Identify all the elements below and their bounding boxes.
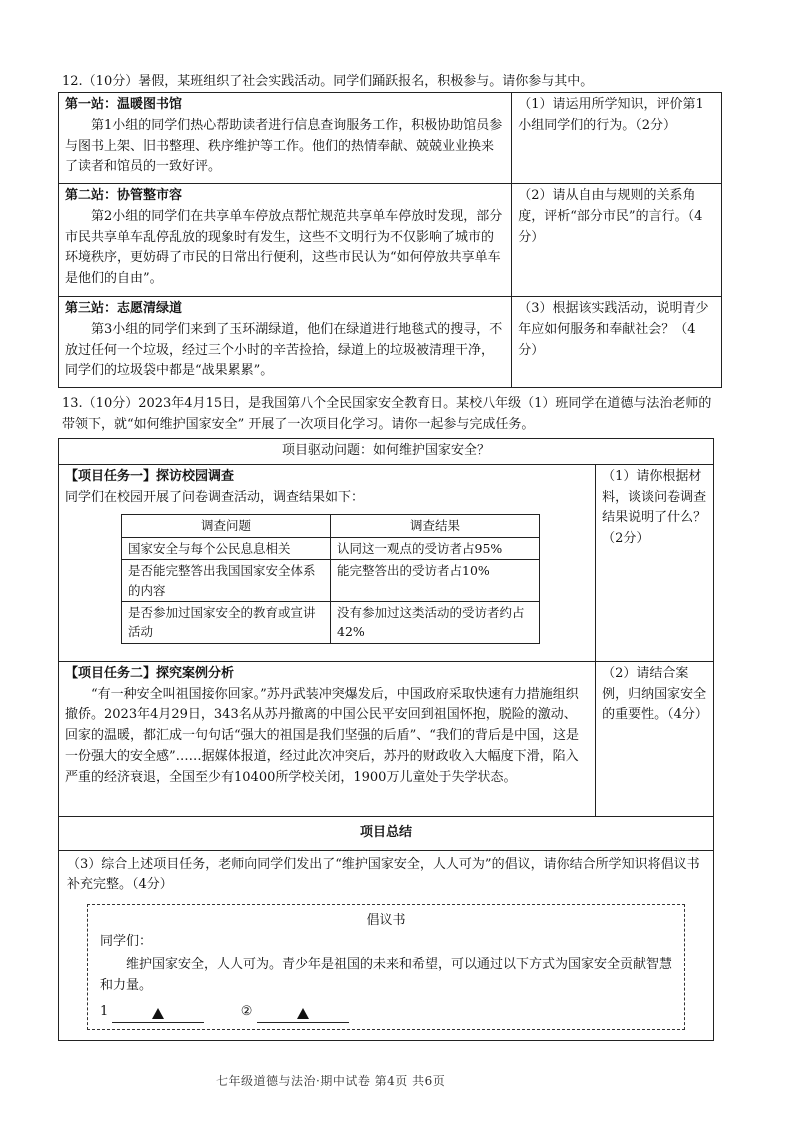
survey-header-result: 调查结果 bbox=[331, 515, 540, 537]
station-3-question: （3）根据该实践活动，说明青少年应如何服务和奉献社会？（4分） bbox=[518, 301, 709, 358]
station-row-3 bbox=[59, 297, 722, 388]
survey-header-row bbox=[122, 515, 540, 537]
survey-row bbox=[122, 601, 540, 643]
survey-cell: 能完整答出的受访者占10% bbox=[331, 560, 540, 602]
summary-heading: 项目总结 bbox=[59, 816, 714, 850]
station-3-title: 第三站：志愿清绿道 bbox=[65, 301, 183, 316]
task2-question: （2）请结合案例，归纳国家安全的重要性。（4分） bbox=[602, 665, 708, 723]
task1-title: 【项目任务一】探访校园调查 bbox=[65, 468, 235, 484]
station-3-text: 第3小组的同学们来到了玉环湖绿道，他们在绿道进行地毯式的搜寻，不放过任何一个垃圾，经过三个小时的辛苦捡拾，绿道上的垃圾被清理干净，同学们的垃圾袋中都是“战果累累”。 bbox=[65, 321, 503, 379]
q12-table bbox=[58, 92, 722, 388]
proposal-greeting: 同学们： bbox=[100, 933, 153, 949]
summary-row bbox=[59, 850, 714, 1041]
survey-cell: 国家安全与每个公民息息相关 bbox=[122, 537, 331, 559]
station-2-question: （2）请从自由与规则的关系角度，评析“部分市民”的言行。（4分） bbox=[518, 188, 703, 245]
station-row-2 bbox=[59, 184, 722, 297]
station-2-text: 第2小组的同学们在共享单车停放点帮忙规范共享单车停放时发现，部分市民共享单车乱停乱放的现象时有发生，这些不文明行为不仅影响了城市的环境秩序，更妨碍了市民的日常出行便利，这些市民认为“如何停放共享单车是他们的自由”。 bbox=[65, 208, 503, 287]
page-footer: 七年级道德与法治·期中试卷 第4页 共6页 bbox=[216, 1074, 446, 1088]
triangle-icon bbox=[297, 1008, 309, 1019]
proposal-body: 维护国家安全，人人可为。青少年是祖国的未来和希望，可以通过以下方式为国家安全贡献智慧和力量。 bbox=[100, 956, 673, 993]
q12-intro: 12.（10分）暑假，某班组织了社会实践活动。同学们踊跃报名，积极参与。请你参与其中。 bbox=[62, 74, 594, 89]
survey-row bbox=[122, 537, 540, 559]
proposal-blanks bbox=[100, 1002, 672, 1023]
task2-title: 【项目任务二】探究案例分析 bbox=[65, 665, 235, 681]
driving-question: 项目驱动问题：如何维护国家安全？ bbox=[59, 439, 714, 465]
survey-cell: 是否能完整答出我国国家安全体系的内容 bbox=[122, 560, 331, 602]
survey-table bbox=[121, 514, 540, 643]
q13-intro: 13.（10分）2023年4月15日，是我国第八个全民国家安全教育日。某校八年级（1）班同学在道德与法治老师的带领下，就“如何维护国家安全” 开展了一次项目化学习。请你一起参与完成任务。 bbox=[62, 396, 712, 432]
station-row-1 bbox=[59, 93, 722, 184]
q13-table bbox=[58, 438, 714, 1041]
blank2-label: ② bbox=[240, 1004, 253, 1020]
answer-blank-2[interactable] bbox=[257, 1006, 349, 1023]
summary-heading-row bbox=[59, 816, 714, 850]
survey-cell: 认同这一观点的受访者占95% bbox=[331, 537, 540, 559]
station-1-text: 第1小组的同学们热心帮助读者进行信息查询服务工作，积极协助馆员参与图书上架、旧书整理、秩序维护等工作。他们的热情奉献、兢兢业业换来了读者和馆员的一致好评。 bbox=[65, 117, 503, 175]
blank1-label: 1 bbox=[100, 1004, 109, 1020]
station-1-title: 第一站：温暖图书馆 bbox=[65, 97, 183, 112]
proposal-title: 倡议书 bbox=[366, 913, 406, 929]
summary-prompt: （3）综合上述项目任务，老师向同学们发出了“维护国家安全，人人可为”的倡议，请你结合所学知识将倡议书补充完整。（4分） bbox=[67, 856, 700, 893]
survey-header-question: 调查问题 bbox=[122, 515, 331, 537]
task1-intro: 同学们在校园开展了问卷调查活动，调查结果如下： bbox=[65, 489, 365, 505]
task1-row bbox=[59, 464, 714, 661]
task1-question: （1）请你根据材料，谈谈问卷调查结果说明了什么？（2分） bbox=[602, 468, 707, 547]
answer-blank-1[interactable] bbox=[112, 1006, 204, 1023]
station-2-title: 第二站：协管整市容 bbox=[65, 188, 183, 203]
task2-row bbox=[59, 661, 714, 816]
proposal-box bbox=[87, 904, 685, 1030]
survey-cell: 没有参加过这类活动的受访者约占42% bbox=[331, 601, 540, 643]
station-1-question: （1）请运用所学知识，评价第1小组同学们的行为。（2分） bbox=[518, 97, 704, 133]
survey-row bbox=[122, 560, 540, 602]
survey-cell: 是否参加过国家安全的教育或宣讲活动 bbox=[122, 601, 331, 643]
task2-text: “有一种安全叫祖国接你回家。”苏丹武装冲突爆发后，中国政府采取快速有力措施组织撤侨。2023年4月29日，343名从苏丹撤离的中国公民平安回到祖国怀抱，脱险的激动、回家的温暖，都汇成一句句话“强大的祖国是我们坚强的后盾”、“我们的背后是中国，这是一份强大的安全感”……据媒体报道，经过此次冲突后，苏丹的财政收入大幅度下滑，陷入严重的经济衰退，全国至少有10400所学校关闭，1900万儿童处于失学状态。 bbox=[65, 686, 579, 785]
driving-question-row bbox=[59, 439, 714, 465]
triangle-icon bbox=[152, 1008, 164, 1019]
